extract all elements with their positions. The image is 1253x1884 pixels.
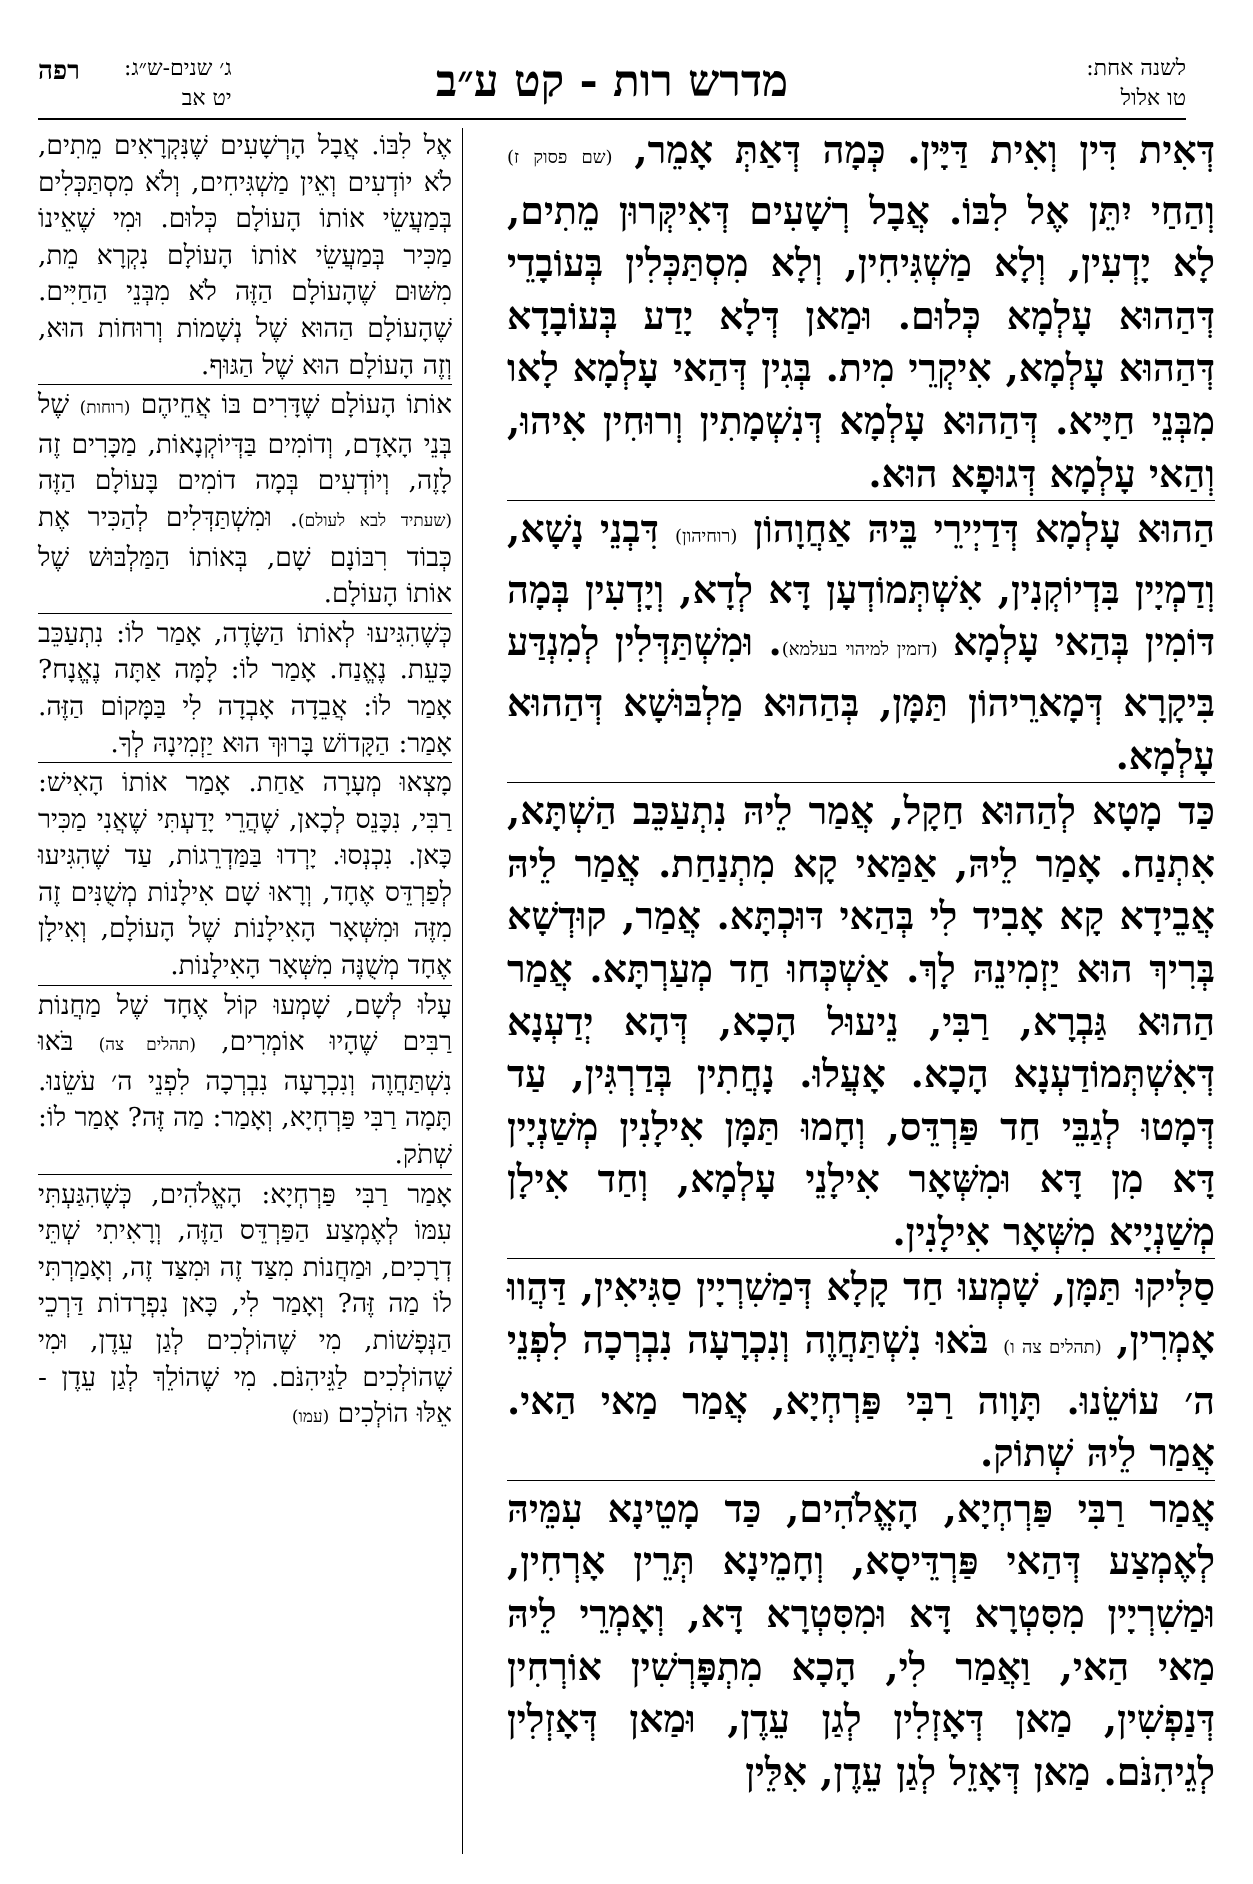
main-text: סַלִּיקוּ תַּמָּן, שָׁמְעוּ חַד קָלָא דְּמַשִׁרְיָין סַגִּיאִין, דַּהֲווּ אָמְרִין, bbox=[507, 1264, 1215, 1363]
main-text: דִּבְנֵי נָשָׁא, וְדַמְיָין בִּדְיוֹקְנִין, אִשְׁתְּמוֹדְעָן דָּא לְדָא, וְיָדְעִין בְּמָה דּוֹמִין בְּהַאי עָלְמָא bbox=[507, 506, 1216, 665]
main-paragraph bbox=[507, 124, 1215, 500]
source-reference: (תהלים צה ו) bbox=[1003, 1337, 1102, 1359]
gloss-note: (רוחות) bbox=[79, 398, 131, 419]
translation-paragraph bbox=[38, 384, 452, 613]
main-text: בֹּאוּ נִשְׁתַּחֲוֶה וְנִכְרָעָה נִבְרְכָה לִפְנֵי ה׳ עוֹשֵׂנוּ. תָּוָוה רַבִּי פַּרְחְיָא, אֲמַר מַאי הַאי. אֲמַר לֵיהּ שְׁתוֹק. bbox=[507, 1317, 1215, 1476]
translation-text: כְּשֶׁהִגִּיעוּ לְאוֹתוֹ הַשָּׂדֶה, אָמַר לוֹ: נִתְעַכֵּב כָּעֵת. נֶאֱנַח. אָמַר לוֹ: לָמָּה אַתָּה נֶאֱנָח? אָמַר לוֹ: אֲבֵדָה אָבְדָה לִי בַּמָּקוֹם הַזֶּה. אָמַר: הַקָּדוֹשׁ בָּרוּךְ הוּא יַזְמִינָהּ לְךָ. bbox=[38, 617, 452, 759]
page-header bbox=[38, 54, 1186, 118]
main-text: כַּד מָטָא לְהַהוּא חַקָל, אֲמַר לֵיהּ נִתְעַכֵּב הַשְׁתָּא, אִתְנַח. אָמַר לֵיהּ, אַמַּאי קָא מִתְנַחַת. אֲמַר לֵיהּ אֲבֵידָא קָא אָבִיד לִי בְּהַאי דּוּכְתָּא. אֲמַר, קוּדְשָׁא בְּרִיךְ הוּא יַזְמִינֵהּ לָךְ. אַשְׁכְּחוּ חַד מְעַרְתָּא. אֲמַר הַהוּא גַּבְרָא, רַבִּי, נֵיעוּל הָכָא, דְּהָא יְדַעְנָא דְּאִשְׁתְּמוֹדַעְנָא הָכָא. אָעֲלוּ. נָחֲתִין בְּדַרְגִּין, עַד דְּמָטוּ לְגַבֵּי חַד פַּרְדֵּס, וְחָמוּ תַּמָּן אִילָנִין מְשַׁנְיָין דָּא מִן דָּא וּמִשְּׁאָר אִילָנֵי עָלְמָא, וְחַד אִילָן מְשַׁנְיָיא מִשְּׁאָר אִילָנִין. bbox=[507, 788, 1215, 1254]
translation-paragraph bbox=[38, 613, 452, 762]
main-text-column bbox=[507, 124, 1215, 1798]
gloss-note: (עמו) bbox=[291, 1407, 330, 1428]
translation-paragraph bbox=[38, 1174, 452, 1436]
source-reference: (שם פסוק ז) bbox=[507, 147, 613, 168]
source-reference: (תהלים צה) bbox=[98, 1035, 196, 1056]
gloss-note: (רוחיהון) bbox=[674, 526, 738, 548]
translation-text: אוֹתוֹ הָעוֹלָם שֶׁדָּרִים בּוֹ אֲחֵיהֶם bbox=[130, 389, 452, 421]
alt-date: יט אב bbox=[181, 86, 232, 111]
alt-label: ג׳ שנים-ש״ג: bbox=[124, 56, 232, 81]
translation-paragraph bbox=[38, 985, 452, 1174]
translation-text: שֶׁל בְּנֵי הָאָדָם, וְדוֹמִים בַּדְּיוֹקְנָאוֹת, מַכָּרִים זֶה לָזֶה, וְיוֹדְעִים בְּמָה דוֹמִים בָּעוֹלָם הַזֶּה bbox=[38, 389, 452, 497]
main-paragraph bbox=[507, 1480, 1215, 1799]
main-text: אֲמַר רַבִּי פַּרְחְיָא, הָאֱלֹהִים, כַּד מָטֵינָא עִמֵּיהּ לְאֶמְצַע דְּהַאי פַּרְדֵּיסָא, וְחָמֵינָא תְּרֵין אָרְחִין, וּמַשִׁרְיָין מִסִּטְרָא דָּא וּמִסִּטְרָא דָּא, וְאָמְרֵי לֵיהּ מַאי הַאי, וַאֲמַר לִי, הָכָא מִתְפָּרְשִׁין אוֹרְחִין דְּנַפְשִׁין, מַאן דְּאָזְלִין לְגַן עֵדֶן, וּמַאן דְּאָזְלִין לְגֵיהִנֹּם. מַאן דְּאָזֵל לְגַן עֵדֶן, אִלֵּין bbox=[507, 1485, 1215, 1794]
translation-paragraph bbox=[38, 762, 452, 985]
header-rule bbox=[38, 118, 1186, 120]
gloss-note: (שעתיד לבא לעולם) bbox=[298, 510, 453, 531]
study-schedule-three-year bbox=[124, 54, 232, 114]
main-paragraph bbox=[507, 782, 1215, 1258]
main-paragraph bbox=[507, 1258, 1215, 1479]
main-text: . וּמִשְׁתַּדְּלִין לְמִנְדַּע בִּיקָרָא דְּמָארֵיהוֹן תַּמָּן, בְּהַהוּא מַלְבּוּשָׁא דְּהַהוּא עָלְמָא. bbox=[507, 619, 1215, 778]
main-paragraph bbox=[507, 500, 1215, 782]
main-text: וְהַחַי יִתֵּן אֶל לִבּוֹ. אֲבָל רְשָׁעִים דְּאִיקְּרוּן מֵתִים, לָא יָדְעִין, וְלָא מַשְׁגִּיחִין, וְלָא מִסְתַּכְּלִין בְּעוֹבָדֵי דְּהַהוּא עָלְמָא כְּלוּם. וּמַאן דְּלָא יָדַע בְּעוֹבָדָא דְּהַהוּא עָלְמָא, אִיקְרֵי מִית. בְּגִין דְּהַאי עָלְמָא לָאו מִבְּנֵי חַיָּיא. דְּהַהוּא עָלְמָא דְּנִשְׁמָתִין וְרוּחִין אִיהוּ, וְהַאי עָלְמָא דְּגוּפָא הוּא. bbox=[507, 187, 1215, 496]
translation-text: אָמַר רַבִּי פַּרְחְיָא: הָאֱלֹהִים, כְּשֶׁהִגַּעְתִּי עִמּוֹ לְאֶמְצַע הַפַּרְדֵּס הַזֶּה, וְרָאִיתִי שְׁתֵּי דְרָכִים, וּמַחֲנוֹת מִצַּד זֶה וּמִצַּד זֶה, וְאָמַרְתִּי לוֹ מַה זֶּה? וְאָמַר לִי, כָּאן נִפְרָדוֹת דַּרְכֵי הַנְּפָשׁוֹת, מִי שֶׁהוֹלְכִים לְגַן עֵדֶן, וּמִי שֶׁהוֹלְכִים לַגֵּיהִנֹּם. מִי שֶׁהוֹלֵךְ לְגַן עֵדֶן - אֵלּוּ הוֹלְכִים bbox=[38, 1178, 452, 1430]
translation-text: מָצְאוּ מְעָרָה אַחַת. אָמַר אוֹתוֹ הָאִישׁ: רַבִּי, נִכָּנֵס לְכָאן, שֶׁהֲרֵי יָדַעְתִּי שֶׁאֲנִי מַכִּיר כָּאן. נִכְנְסוּ. יָרְדוּ בַּמַּדְרֵגוֹת, עַד שֶׁהִגִּיעוּ לְפַרְדֵּס אֶחָד, וְרָאוּ שָׁם אִילָנוֹת מְשֻׁנִּים זֶה מִזֶּה וּמִשְּׁאָר הָאִילָנוֹת שֶׁל הָעוֹלָם, וְאִילָן אֶחָד מְשֻׁנֶּה מִשְּׁאָר הָאִילָנוֹת. bbox=[38, 767, 452, 982]
gloss-note: (דזמין למיהוי בעלמא) bbox=[781, 639, 938, 661]
main-text: הַהוּא עָלְמָא דְּדַיְירֵי בֵּיהּ אַחֲוָהוֹן bbox=[737, 506, 1216, 552]
translation-text: בֹּאוּ נִשְׁתַּחֲוֶה וְנִכְרָעָה נִבְרְכָה לִפְנֵי ה׳ עֹשֵׂנוּ. תָּמָה רַבִּי פַּרְחְיָא, וְאָמַר: מַה זֶּה? אָמַר לוֹ: שְׁתֹק. bbox=[38, 1026, 452, 1171]
translation-text: אֶל לִבּוֹ. אֲבָל הָרְשָׁעִים שֶׁנִּקְרָאִים מֵתִים, לֹא יוֹדְעִים וְאֵין מַשְׁגִּיחִים, וְלֹא מִסְתַּכְּלִים בְּמַעֲשֵׂי אוֹתוֹ הָעוֹלָם כְּלוּם. וּמִי שֶׁאֵינוֹ מַכִּיר בְּמַעֲשֵׂי אוֹתוֹ הָעוֹלָם נִקְרָא מֵת, מִשּׁוּם שֶׁהָעוֹלָם הַזֶּה לֹא מִבְּנֵי הַחַיִּים. שֶׁהָעוֹלָם הַהוּא שֶׁל נְשָׁמוֹת וְרוּחוֹת הוּא, וְזֶה הָעוֹלָם הוּא שֶׁל הַגּוּף. bbox=[38, 130, 452, 381]
translation-text: עָלוּ לְשָׁם, שָׁמְעוּ קוֹל אֶחָד שֶׁל מַחֲנוֹת רַבִּים שֶׁהָיוּ אוֹמְרִים, bbox=[38, 989, 452, 1058]
study-label: לשנה אחת: bbox=[1086, 56, 1186, 81]
main-text: דְּאִית דִּין וְאִית דַּיָּין. כְּמָה דְּאַתְּ אָמֵר, bbox=[612, 127, 1215, 172]
translation-text: . וּמִשְׁתַּדְּלִים לְהַכִּיר אֶת כְּבוֹד רִבּוֹנָם שָׁם, בְּאוֹתוֹ הַמַּלְבּוּשׁ שֶׁל אוֹתוֹ הָעוֹלָם. bbox=[38, 501, 452, 610]
study-date: טו אלול bbox=[1120, 86, 1186, 111]
page-number: רפה bbox=[38, 56, 80, 86]
translation-column bbox=[38, 128, 452, 1436]
translation-paragraph bbox=[38, 128, 452, 384]
page-title: מדרש רות - קט ע״ב bbox=[435, 56, 789, 107]
column-divider bbox=[462, 128, 463, 1854]
